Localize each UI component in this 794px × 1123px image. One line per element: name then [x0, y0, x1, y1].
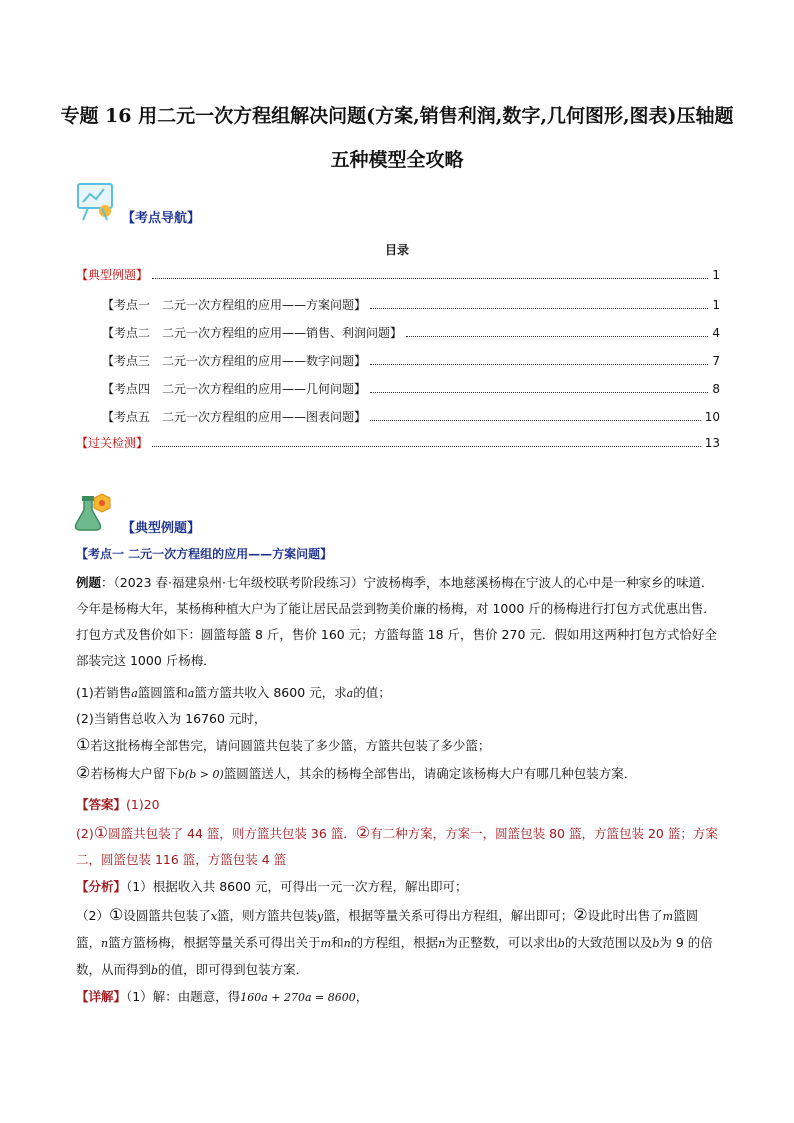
toc-item[interactable]	[102, 352, 720, 368]
toc-item-label: 【考点一 二元一次方程组的应用——方案问题】	[102, 298, 367, 312]
section-label: 【典型例题】	[122, 521, 201, 536]
toc-item[interactable]	[76, 266, 720, 282]
toc-item[interactable]	[102, 408, 720, 424]
question-2-part-2: ②若杨梅大户留下b(b > 0)篮圆篮送人，其余的杨梅全部售出，请确定该杨梅大户有哪几种包装方案．	[76, 763, 637, 782]
toc-leader-dots	[370, 354, 708, 365]
toc-item[interactable]	[102, 380, 720, 396]
toc-item-label: 【考点五 二元一次方程组的应用——图表问题】	[102, 410, 367, 424]
kaodian-heading: 【考点一 二元一次方程组的应用——方案问题】	[76, 547, 333, 561]
toc-item-label: 【考点三 二元一次方程组的应用——数字问题】	[102, 354, 367, 368]
toc-item-page: 13	[704, 436, 720, 450]
toc-item-page: 10	[704, 410, 720, 424]
toc-item[interactable]	[102, 296, 720, 312]
answer-part-2: (2)①圆篮共包装了 44 篮，则方篮共包装 36 篮．②有二种方案，方案一，圆篮包装 80 篮，方篮包装 20 篮；方案二，圆篮包装 116 篮，方篮包装 4 篮	[76, 823, 718, 867]
example-paragraph	[76, 570, 722, 674]
toc-leader-dots	[406, 326, 708, 337]
toc-item[interactable]	[102, 324, 720, 340]
toc-item-label: 【过关检测】	[76, 436, 149, 450]
toc-leader-dots	[152, 268, 708, 279]
toc-item-page: 4	[712, 326, 720, 340]
analysis-line-1: 【分析】（1）根据收入共 8600 元，可得出一元一次方程，解出即可；	[76, 879, 468, 894]
toc-item[interactable]	[76, 434, 720, 450]
flask-icon	[72, 490, 116, 536]
toc-heading: 目录	[384, 243, 409, 257]
toc-item-label: 【考点四 二元一次方程组的应用——几何问题】	[102, 382, 367, 396]
toc-item-page: 8	[712, 382, 720, 396]
example-prefix: 例题	[76, 575, 102, 590]
question-1: (1)若销售a篮圆篮和a篮方篮共收入 8600 元，求a的值；	[76, 685, 391, 700]
toc-leader-dots	[370, 410, 701, 421]
toc-item-page: 7	[712, 354, 720, 368]
answer-part-1: 【答案】(1)20	[76, 797, 160, 812]
answer-label: 【答案】	[76, 797, 127, 812]
question-2-part-1: ①若这批杨梅全部售完，请问圆篮共包装了多少篮，方篮共包装了多少篮；	[76, 735, 491, 754]
toc-item-page: 1	[712, 268, 720, 282]
toc-item-page: 1	[712, 298, 720, 312]
toc-item-label: 【考点二 二元一次方程组的应用——销售、利润问题】	[102, 326, 403, 340]
analysis-line-2: （2）①设圆篮共包装了x篮，则方篮共包装y篮，根据等量关系可得出方程组，解出即可；②设此时出售了m篮圆篮，n篮方篮杨梅，根据等量关系可得出关于m和n的方程组，根据n为正整数，可以求出b的大致范围以及b为 9 的倍数，从而得到b的值，即可得到包装方案．	[76, 905, 713, 977]
toc-leader-dots	[370, 298, 708, 309]
example-text: ：（2023 春·福建泉州·七年级校联考阶段练习）宁波杨梅季，本地慈溪杨梅在宁波人的心中是一种家乡的味道．今年是杨梅大年，某杨梅种植大户为了能让居民品尝到物美价廉的杨梅，对 1000 斤的杨梅进行打包方式优惠出售．打包方式及售价如下：圆篮每篮 8 斤，售价 160 元；方篮每篮 18 斤，售价 270 元．假如用这两种打包方式恰好全部装完这 1000 斤杨梅．	[76, 575, 717, 668]
detail-line: 【详解】（1）解：由题意，得160a + 270a = 8600，	[76, 989, 369, 1004]
page-title: 专题 16 用二元一次方程组解决问题(方案,销售利润,数字,几何图形,图表)压轴题五种模型全攻略	[60, 105, 734, 171]
nav-section-label: 【考点导航】	[122, 211, 201, 226]
presentation-board-icon	[74, 180, 118, 224]
toc-leader-dots	[370, 382, 708, 393]
toc-item-label: 【典型例题】	[76, 268, 149, 282]
analysis-label: 【分析】	[76, 879, 127, 894]
question-2: (2)当销售总收入为 16760 元时，	[76, 711, 267, 726]
detail-label: 【详解】	[76, 989, 127, 1004]
toc-leader-dots	[152, 436, 701, 447]
